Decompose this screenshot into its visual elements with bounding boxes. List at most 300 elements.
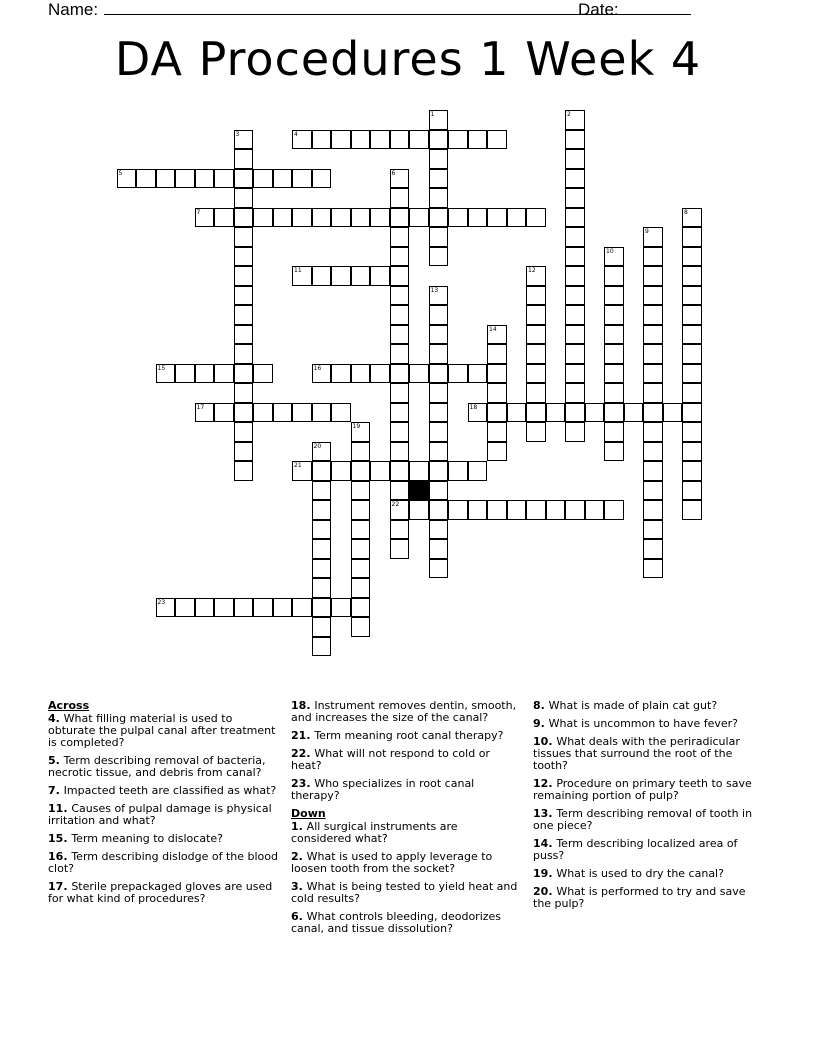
grid-cell[interactable] — [468, 364, 488, 384]
grid-cell[interactable] — [507, 208, 527, 228]
grid-cell[interactable] — [273, 403, 293, 423]
grid-cell[interactable] — [682, 305, 702, 325]
grid-cell[interactable] — [429, 442, 449, 462]
clue-across-22: 22. What will not respond to cold or heat? — [291, 747, 490, 772]
grid-cell-number: 5 — [118, 169, 123, 177]
grid-cell[interactable] — [312, 364, 332, 384]
grid-cell[interactable] — [312, 208, 332, 228]
grid-cell[interactable] — [390, 461, 410, 481]
grid-cell[interactable] — [682, 286, 702, 306]
grid-cell[interactable] — [526, 325, 546, 345]
grid-cell[interactable] — [390, 539, 410, 559]
grid-cell[interactable] — [351, 442, 371, 462]
grid-cell[interactable] — [682, 500, 702, 520]
grid-cell[interactable] — [292, 169, 312, 189]
grid-cell[interactable] — [624, 403, 644, 423]
grid-cell[interactable] — [175, 364, 195, 384]
grid-cell[interactable] — [195, 403, 215, 423]
grid-cell[interactable] — [312, 130, 332, 150]
grid-cell[interactable] — [370, 208, 390, 228]
grid-cell[interactable] — [429, 325, 449, 345]
grid-cell[interactable] — [526, 383, 546, 403]
grid-cell[interactable] — [682, 403, 702, 423]
grid-cell[interactable] — [643, 325, 663, 345]
grid-cell[interactable] — [565, 247, 585, 267]
grid-cell[interactable] — [253, 169, 273, 189]
grid-cell[interactable] — [643, 481, 663, 501]
grid-cell[interactable] — [565, 227, 585, 247]
grid-cell[interactable] — [390, 481, 410, 501]
clue-down-9: 9. What is uncommon to have fever? — [533, 717, 739, 730]
clues-column-3 — [533, 700, 763, 916]
grid-cell[interactable] — [643, 227, 663, 247]
grid-cell[interactable] — [604, 442, 624, 462]
grid-cell[interactable] — [273, 598, 293, 618]
grid-cell[interactable] — [156, 169, 176, 189]
grid-cell[interactable] — [429, 403, 449, 423]
grid-cell[interactable] — [546, 500, 566, 520]
grid-cell[interactable] — [565, 286, 585, 306]
grid-cell[interactable] — [507, 403, 527, 423]
grid-cell[interactable] — [312, 169, 332, 189]
grid-cell[interactable] — [565, 403, 585, 423]
grid-cell[interactable] — [351, 364, 371, 384]
grid-cell[interactable] — [390, 247, 410, 267]
grid-cell[interactable] — [331, 364, 351, 384]
grid-cell[interactable] — [312, 442, 332, 462]
grid-cell[interactable] — [312, 461, 332, 481]
grid-cell[interactable] — [253, 403, 273, 423]
grid-cell[interactable] — [429, 520, 449, 540]
grid-cell[interactable] — [312, 266, 332, 286]
grid-cell[interactable] — [273, 208, 293, 228]
grid-cell[interactable] — [390, 227, 410, 247]
grid-black-cell — [409, 481, 429, 501]
grid-cell[interactable] — [682, 247, 702, 267]
grid-cell[interactable] — [526, 500, 546, 520]
grid-cell[interactable] — [351, 539, 371, 559]
grid-cell[interactable] — [234, 169, 254, 189]
clue-down-19: 19. What is used to dry the canal? — [533, 867, 724, 880]
grid-cell[interactable] — [429, 305, 449, 325]
grid-cell[interactable] — [312, 578, 332, 598]
grid-cell[interactable] — [195, 364, 215, 384]
grid-cell-number: 19 — [352, 423, 361, 430]
grid-cell[interactable] — [448, 461, 468, 481]
grid-cell[interactable] — [604, 422, 624, 442]
grid-cell-number: 3 — [235, 130, 240, 138]
grid-cell[interactable] — [234, 598, 254, 618]
grid-cell[interactable] — [429, 383, 449, 403]
grid-cell[interactable] — [312, 617, 332, 637]
grid-cell[interactable] — [292, 208, 312, 228]
grid-cell[interactable] — [370, 364, 390, 384]
grid-cell[interactable] — [643, 305, 663, 325]
clue-across-23: 23. Who specializes in root canal therapy? — [291, 777, 475, 802]
grid-cell[interactable] — [429, 539, 449, 559]
grid-cell[interactable] — [565, 500, 585, 520]
grid-cell-number: 17 — [196, 403, 205, 411]
grid-cell[interactable] — [234, 247, 254, 267]
grid-cell[interactable] — [429, 110, 449, 130]
grid-cell[interactable] — [429, 188, 449, 208]
clues-column-1 — [48, 700, 278, 911]
grid-cell[interactable] — [351, 578, 371, 598]
grid-cell[interactable] — [331, 266, 351, 286]
grid-cell[interactable] — [487, 422, 507, 442]
grid-cell[interactable] — [526, 266, 546, 286]
grid-cell[interactable] — [429, 364, 449, 384]
grid-cell[interactable] — [331, 598, 351, 618]
grid-cell-number: 12 — [528, 267, 536, 274]
grid-cell[interactable] — [234, 364, 254, 384]
grid-cell[interactable] — [234, 461, 254, 481]
grid-cell[interactable] — [292, 461, 312, 481]
clue-down-1: 1. All surgical instruments are considered what? — [291, 820, 458, 845]
grid-cell[interactable] — [565, 383, 585, 403]
grid-cell[interactable] — [292, 266, 312, 286]
grid-cell[interactable] — [234, 286, 254, 306]
grid-cell[interactable] — [409, 364, 429, 384]
grid-cell-number: 9 — [645, 228, 649, 235]
grid-cell[interactable] — [390, 325, 410, 345]
grid-cell-number: 21 — [294, 462, 302, 469]
grid-cell[interactable] — [643, 520, 663, 540]
grid-cell[interactable] — [643, 500, 663, 520]
grid-cell[interactable] — [390, 364, 410, 384]
grid-cell[interactable] — [390, 188, 410, 208]
grid-cell[interactable] — [468, 130, 488, 150]
grid-cell-number: 13 — [430, 286, 439, 294]
grid-cell[interactable] — [292, 598, 312, 618]
grid-cell[interactable] — [409, 500, 429, 520]
page-title: DA Procedures 1 Week 4 — [114, 32, 702, 86]
grid-cell[interactable] — [604, 286, 624, 306]
grid-cell[interactable] — [565, 169, 585, 189]
grid-cell[interactable] — [390, 286, 410, 306]
grid-cell[interactable] — [234, 422, 254, 442]
grid-cell[interactable] — [682, 227, 702, 247]
grid-cell[interactable] — [429, 247, 449, 267]
grid-cell[interactable] — [234, 149, 254, 169]
grid-cell[interactable] — [351, 422, 371, 442]
grid-cell[interactable] — [409, 130, 429, 150]
grid-cell[interactable] — [214, 364, 234, 384]
grid-cell[interactable] — [585, 403, 605, 423]
grid-cell[interactable] — [565, 188, 585, 208]
grid-cell[interactable] — [682, 364, 702, 384]
grid-cell[interactable] — [234, 383, 254, 403]
grid-cell[interactable] — [682, 344, 702, 364]
grid-cell[interactable] — [643, 539, 663, 559]
grid-cell[interactable] — [351, 500, 371, 520]
grid-cell[interactable] — [487, 344, 507, 364]
grid-cell[interactable] — [312, 403, 332, 423]
grid-cell[interactable] — [468, 208, 488, 228]
grid-cell[interactable] — [312, 559, 332, 579]
grid-cell[interactable] — [370, 266, 390, 286]
grid-cell[interactable] — [390, 266, 410, 286]
grid-cell[interactable] — [643, 403, 663, 423]
grid-cell-number: 18 — [469, 403, 478, 411]
grid-cell[interactable] — [643, 286, 663, 306]
grid-cell[interactable] — [370, 461, 390, 481]
grid-cell[interactable] — [234, 227, 254, 247]
clue-down-3: 3. What is being tested to yield heat and cold results? — [291, 880, 518, 905]
clue-across-21: 21. Term meaning root canal therapy? — [291, 729, 504, 742]
grid-cell[interactable] — [214, 598, 234, 618]
grid-cell[interactable] — [390, 403, 410, 423]
grid-cell-number: 1 — [430, 111, 435, 118]
grid-cell[interactable] — [429, 208, 449, 228]
grid-cell[interactable] — [234, 208, 254, 228]
grid-cell[interactable] — [351, 598, 371, 618]
grid-cell[interactable] — [390, 169, 410, 189]
grid-cell[interactable] — [565, 149, 585, 169]
grid-cell[interactable] — [565, 110, 585, 130]
grid-cell[interactable] — [234, 442, 254, 462]
grid-cell-number: 23 — [157, 598, 166, 606]
grid-cell[interactable] — [429, 500, 449, 520]
grid-cell[interactable] — [526, 344, 546, 364]
grid-cell[interactable] — [487, 364, 507, 384]
grid-cell[interactable] — [390, 305, 410, 325]
grid-cell[interactable] — [643, 442, 663, 462]
grid-cell-number: 11 — [294, 267, 302, 274]
grid-cell[interactable] — [390, 130, 410, 150]
grid-cell[interactable] — [429, 422, 449, 442]
grid-cell[interactable] — [214, 403, 234, 423]
grid-cell[interactable] — [312, 481, 332, 501]
grid-cell[interactable] — [429, 286, 449, 306]
grid-cell[interactable] — [565, 422, 585, 442]
grid-cell[interactable] — [253, 208, 273, 228]
grid-cell[interactable] — [234, 325, 254, 345]
grid-cell[interactable] — [604, 325, 624, 345]
grid-cell[interactable] — [546, 403, 566, 423]
clue-down-2: 2. What is used to apply leverage to loosen tooth from the socket? — [291, 850, 493, 875]
grid-cell[interactable] — [643, 461, 663, 481]
grid-cell[interactable] — [156, 364, 176, 384]
clue-down-6: 6. What controls bleeding, deodorizes canal, and tissue dissolution? — [291, 910, 502, 935]
grid-cell[interactable] — [429, 130, 449, 150]
grid-cell[interactable] — [487, 208, 507, 228]
clue-across-11: 11. Causes of pulpal damage is physical irritation and what? — [48, 802, 272, 827]
grid-cell[interactable] — [643, 422, 663, 442]
grid-cell[interactable] — [526, 208, 546, 228]
grid-cell[interactable] — [682, 481, 702, 501]
grid-cell[interactable] — [526, 403, 546, 423]
grid-cell[interactable] — [487, 500, 507, 520]
name-label: Name: — [48, 0, 99, 19]
grid-cell[interactable] — [604, 305, 624, 325]
clue-down-12: 12. Procedure on primary teeth to save remaining portion of pulp? — [533, 777, 752, 802]
grid-cell[interactable] — [643, 364, 663, 384]
grid-cell[interactable] — [448, 500, 468, 520]
grid-cell[interactable] — [390, 520, 410, 540]
grid-cell[interactable] — [390, 422, 410, 442]
grid-cell[interactable] — [682, 266, 702, 286]
grid-cell[interactable] — [604, 266, 624, 286]
down-heading: Down — [291, 807, 326, 820]
grid-cell[interactable] — [585, 500, 605, 520]
clue-down-8: 8. What is made of plain cat gut? — [533, 699, 718, 712]
grid-cell[interactable] — [390, 208, 410, 228]
grid-cell[interactable] — [312, 500, 332, 520]
grid-cell[interactable] — [253, 598, 273, 618]
grid-cell[interactable] — [565, 364, 585, 384]
clue-across-5: 5. Term describing removal of bacteria, necrotic tissue, and debris from canal? — [48, 754, 266, 779]
grid-cell[interactable] — [331, 403, 351, 423]
grid-cell[interactable] — [370, 130, 390, 150]
grid-cell[interactable] — [390, 500, 410, 520]
grid-cell[interactable] — [643, 559, 663, 579]
date-label: Date: — [578, 0, 619, 19]
grid-cell[interactable] — [195, 208, 215, 228]
grid-cell[interactable] — [604, 364, 624, 384]
grid-cell[interactable] — [663, 403, 683, 423]
grid-cell[interactable] — [604, 247, 624, 267]
grid-cell[interactable] — [136, 169, 156, 189]
grid-cell[interactable] — [234, 305, 254, 325]
date-line — [578, 0, 691, 20]
grid-cell[interactable] — [487, 325, 507, 345]
grid-cell[interactable] — [507, 500, 527, 520]
grid-cell[interactable] — [429, 559, 449, 579]
grid-cell[interactable] — [292, 403, 312, 423]
grid-cell[interactable] — [331, 208, 351, 228]
clue-across-18: 18. Instrument removes dentin, smooth, and increases the size of the canal? — [291, 699, 517, 724]
clue-down-20: 20. What is performed to try and save the pulp? — [533, 885, 746, 910]
grid-cell-number: 6 — [391, 169, 396, 177]
grid-cell[interactable] — [487, 442, 507, 462]
grid-cell[interactable] — [312, 539, 332, 559]
grid-cell[interactable] — [331, 461, 351, 481]
grid-cell[interactable] — [565, 344, 585, 364]
grid-cell[interactable] — [526, 364, 546, 384]
grid-cell[interactable] — [429, 169, 449, 189]
grid-cell[interactable] — [682, 383, 702, 403]
clue-down-10: 10. What deals with the periradicular tissues that surround the root of the tooth? — [533, 735, 740, 772]
grid-cell[interactable] — [351, 481, 371, 501]
grid-cell[interactable] — [604, 403, 624, 423]
grid-cell-number: 14 — [489, 325, 497, 333]
grid-cell[interactable] — [682, 461, 702, 481]
grid-cell[interactable] — [526, 286, 546, 306]
grid-cell[interactable] — [429, 481, 449, 501]
grid-cell[interactable] — [351, 559, 371, 579]
grid-cell[interactable] — [468, 500, 488, 520]
grid-cell[interactable] — [409, 461, 429, 481]
grid-cell[interactable] — [253, 364, 273, 384]
grid-cell[interactable] — [351, 617, 371, 637]
grid-cell[interactable] — [234, 130, 254, 150]
grid-cell[interactable] — [234, 344, 254, 364]
grid-cell[interactable] — [448, 364, 468, 384]
grid-cell[interactable] — [429, 227, 449, 247]
grid-cell[interactable] — [643, 344, 663, 364]
clue-across-7: 7. Impacted teeth are classified as what? — [48, 784, 277, 797]
grid-cell[interactable] — [487, 403, 507, 423]
date-field[interactable] — [625, 0, 691, 15]
clue-down-13: 13. Term describing removal of tooth in one piece? — [533, 807, 753, 832]
grid-cell-number: 15 — [157, 364, 166, 372]
grid-cell[interactable] — [682, 442, 702, 462]
grid-cell[interactable] — [565, 208, 585, 228]
grid-cell[interactable] — [390, 383, 410, 403]
grid-cell[interactable] — [565, 266, 585, 286]
grid-cell[interactable] — [643, 266, 663, 286]
grid-cell[interactable] — [351, 130, 371, 150]
grid-cell[interactable] — [234, 266, 254, 286]
grid-cell[interactable] — [682, 422, 702, 442]
grid-cell-number: 8 — [684, 208, 688, 216]
grid-cell[interactable] — [195, 169, 215, 189]
grid-cell[interactable] — [604, 500, 624, 520]
grid-cell[interactable] — [351, 266, 371, 286]
grid-cell[interactable] — [175, 169, 195, 189]
grid-cell[interactable] — [448, 208, 468, 228]
name-field[interactable] — [104, 0, 634, 15]
grid-cell[interactable] — [234, 188, 254, 208]
grid-cell[interactable] — [448, 130, 468, 150]
grid-cell[interactable] — [604, 383, 624, 403]
grid-cell[interactable] — [487, 130, 507, 150]
grid-cell[interactable] — [390, 442, 410, 462]
grid-cell[interactable] — [565, 305, 585, 325]
grid-cell[interactable] — [429, 149, 449, 169]
header-line — [48, 0, 634, 20]
grid-cell-number: 7 — [196, 208, 201, 216]
grid-cell[interactable] — [234, 403, 254, 423]
clue-across-17: 17. Sterile prepackaged gloves are used for what kind of procedures? — [48, 880, 273, 905]
grid-cell[interactable] — [331, 130, 351, 150]
grid-cell[interactable] — [214, 208, 234, 228]
grid-cell[interactable] — [643, 247, 663, 267]
grid-cell[interactable] — [429, 461, 449, 481]
grid-cell[interactable] — [312, 520, 332, 540]
grid-cell[interactable] — [156, 598, 176, 618]
grid-cell[interactable] — [604, 344, 624, 364]
grid-cell[interactable] — [565, 130, 585, 150]
grid-cell[interactable] — [468, 403, 488, 423]
grid-cell[interactable] — [117, 169, 137, 189]
grid-cell[interactable] — [682, 208, 702, 228]
clues-column-2 — [291, 700, 521, 941]
clue-across-16: 16. Term describing dislodge of the blood clot? — [48, 850, 278, 875]
grid-cell[interactable] — [526, 305, 546, 325]
grid-cell[interactable] — [565, 325, 585, 345]
grid-cell[interactable] — [487, 383, 507, 403]
grid-cell[interactable] — [643, 383, 663, 403]
grid-cell[interactable] — [468, 461, 488, 481]
grid-cell[interactable] — [390, 344, 410, 364]
grid-cell[interactable] — [195, 598, 215, 618]
grid-cell[interactable] — [292, 130, 312, 150]
grid-cell[interactable] — [429, 344, 449, 364]
grid-cell[interactable] — [409, 208, 429, 228]
grid-cell[interactable] — [312, 598, 332, 618]
grid-cell[interactable] — [351, 208, 371, 228]
grid-cell[interactable] — [351, 520, 371, 540]
grid-cell[interactable] — [312, 637, 332, 657]
grid-cell[interactable] — [273, 169, 293, 189]
grid-cell[interactable] — [214, 169, 234, 189]
grid-cell[interactable] — [526, 422, 546, 442]
grid-cell[interactable] — [175, 598, 195, 618]
grid-cell[interactable] — [682, 325, 702, 345]
grid-cell[interactable] — [351, 461, 371, 481]
